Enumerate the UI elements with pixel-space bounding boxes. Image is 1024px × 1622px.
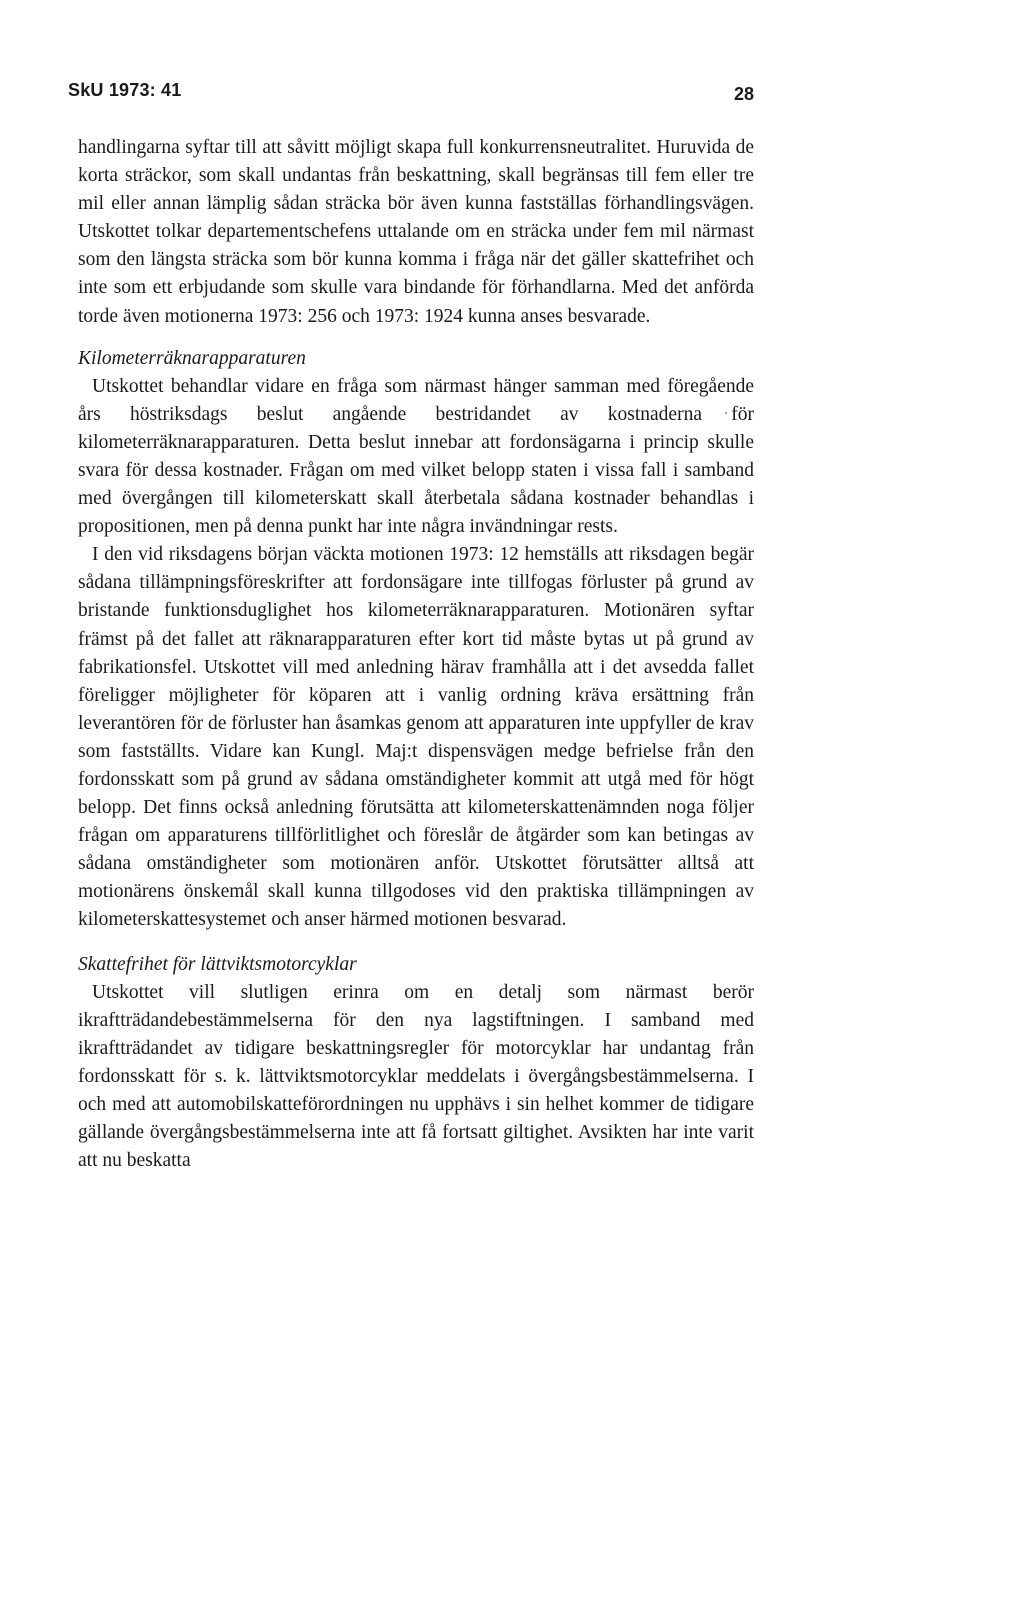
page-header (68, 80, 754, 110)
paragraph: Utskottet vill slutligen erinra om en detalj som närmast berör ikraftträdandebestämmelserna för den nya lagstiftningen. I samband med ikraftträdandet av tidigare beskattningsregler för motorcyklar har undantag från fordonsskatt för s. k. lättviktsmotorcyklar meddelats i övergångsbestämmelserna. I och med att automobilskatteförordningen nu upphävs i sin helhet kommer de tidigare gällande övergångsbestämmelserna inte att få fortsatt giltighet. Avsikten har inte varit att nu beskatta (78, 981, 754, 1172)
paragraph-continuation: handlingarna syftar till att såvitt möjligt skapa full konkurrensneutralitet. Huruvida de korta sträckor, som skall undantas från beskattning, skall begränsas till fem eller tre mil eller annan lämplig sådan sträcka bör även kunna fastställas förhandlingsvägen. Utskottet tolkar departementschefens uttalande om en sträcka under fem mil närmast som den längsta sträcka som bör kunna komma i fråga när det gäller skattefrihet och inte som ett erbjudande som skulle vara bindande för förhandlarna. Med det anförda torde även motionerna 1973: 256 och 1973: 1924 kunna anses besvarade. (78, 137, 754, 327)
body-text (78, 134, 754, 1175)
paragraph: I den vid riksdagens början väckta motionen 1973: 12 hemställs att riksdagen begär sådana tillämpningsföreskrifter att fordonsägare inte tillfogas förluster på grund av bristande funktionsduglighet hos kilometerräknarapparaturen. Motionären syftar främst på det fallet att räknarapparaturen efter kort tid måste bytas ut på grund av fabrikationsfel. Utskottet vill med anledning härav framhålla att i det avsedda fallet föreligger möjligheter för köparen att i vanlig ordning kräva ersättning från leverantören för de förluster han åsamkas genom att apparaturen inte uppfyller de krav som fastställts. Vidare kan Kungl. Maj:t dispensvägen medge befrielse från den fordonsskatt som på grund av sådana omständigheter kommit att utgå med för högt belopp. Det finns också anledning förutsätta att kilometerskattenämnden noga följer frågan om apparaturens tillförlitlighet och föreslår de åtgärder som kan betingas av sådana omständigheter som motionären anför. Utskottet förutsätter alltså att motionärens önskemål skall kunna tillgodoses vid den praktiska tillämpningen av kilometerskattesystemet och anser härmed motionen besvarad. (78, 544, 754, 931)
document-identifier: SkU 1973: 41 (68, 80, 182, 100)
page-number: 28 (733, 84, 754, 104)
paragraph: Utskottet behandlar vidare en fråga som närmast hänger samman med föregående års höstriksdags beslut angående bestridandet av kostnaderna för kilometerräknarapparaturen. Detta beslut innebar att fordonsägarna i princip skulle svara för dessa kostnader. Frågan om med vilket belopp staten i vissa fall i samband med övergången till kilometerskatt skall återbetala sådana kostnader behandlas i propositionen, men på denna punkt har inte några invändningar rests. (78, 375, 754, 538)
section-heading-kilometerraknarapparaturen: Kilometerräknarapparaturen (78, 347, 306, 369)
spacer (78, 331, 754, 345)
spacer (78, 935, 754, 951)
section-heading-skattefrihet: Skattefrihet för lättviktsmotorcyklar (78, 953, 357, 975)
